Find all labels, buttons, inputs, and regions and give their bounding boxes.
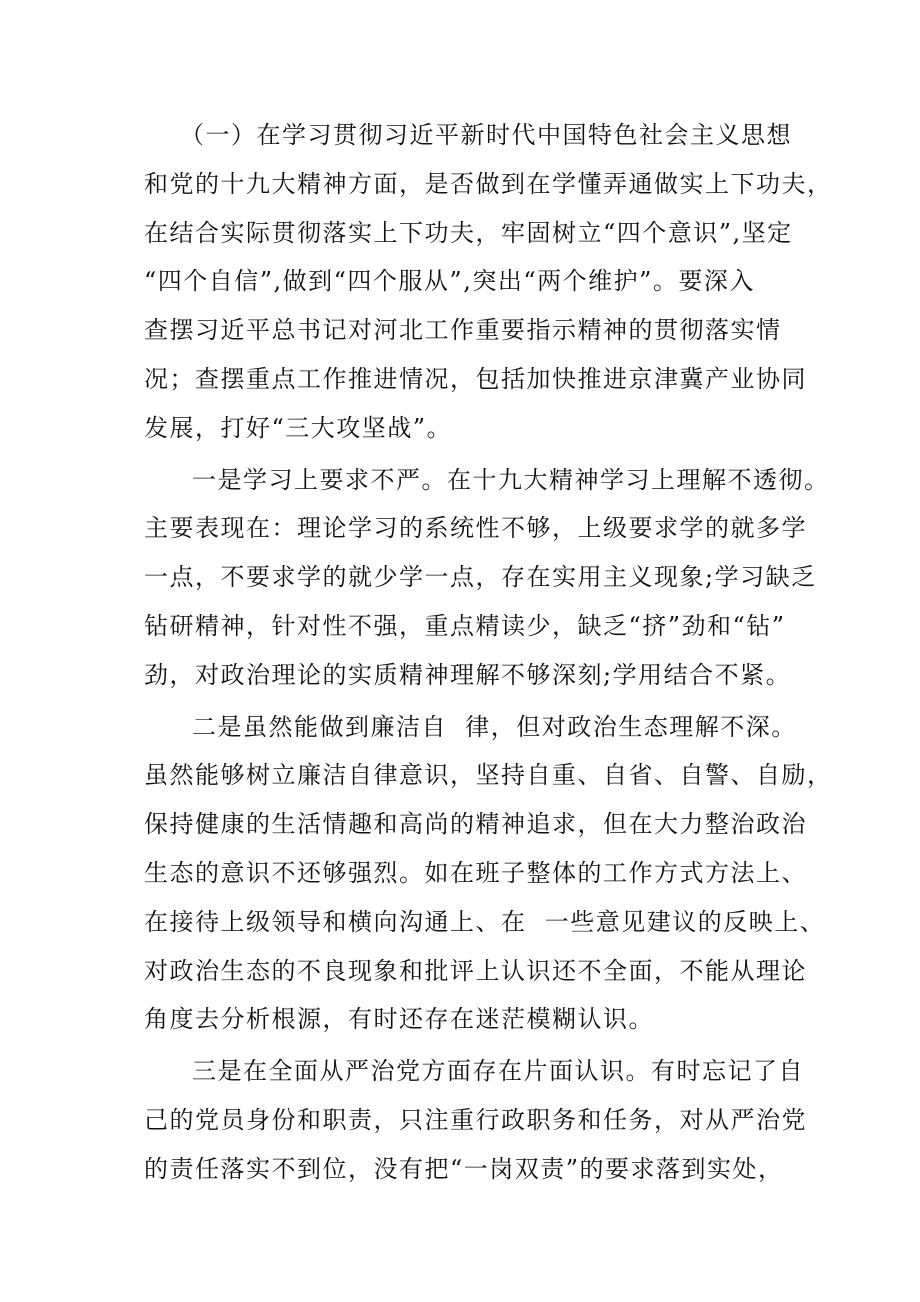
- paragraph-line: 主要表现在：理论学习的系统性不够，上级要求学的就多学: [144, 514, 807, 543]
- paragraph-4: [144, 1047, 807, 1193]
- paragraph-line: 三是在全面从严治党方面存在片面认识。有时忘记了自: [192, 1057, 804, 1086]
- paragraph-line: 虽然能够树立廉洁自律意识，坚持自重、自省、自警、自励，: [144, 761, 833, 790]
- paragraph-line: 二是虽然能做到廉洁自 律，但对政治生态理解不深。: [192, 712, 797, 741]
- paragraph-line: “四个自信”,做到“四个服从”,突出“两个维护”。要深入: [144, 267, 755, 296]
- paragraph-line: 己的党员身份和职责，只注重行政职务和任务，对从严治党: [144, 1105, 807, 1134]
- document-body: [144, 111, 833, 1194]
- paragraph-line: 发展，打好“三大攻坚战”。: [144, 413, 453, 442]
- paragraph-line: 一是学习上要求不严。在十九大精神学习上理解不透彻。: [192, 465, 830, 494]
- paragraph-line: 保持健康的生活情趣和高尚的精神追求，但在大力整治政治: [144, 810, 807, 839]
- paragraph-line: 和党的十九大精神方面，是否做到在学懂弄通做实上下功夫，: [144, 169, 833, 198]
- paragraph-line: 生态的意识不还够强烈。如在班子整体的工作方式方法上、: [144, 858, 807, 887]
- paragraph-line: 劲，对政治理论的实质精神理解不够深刻;学用结合不紧。: [144, 660, 792, 689]
- paragraph-line: 况；查摆重点工作推进情况，包括加快推进京津冀产业协同: [144, 364, 807, 393]
- paragraph-line: 角度去分析根源，有时还存在迷茫模糊认识。: [144, 1005, 654, 1034]
- paragraph-1: [144, 111, 833, 453]
- paragraph-2: [144, 456, 830, 700]
- paragraph-line: （一）在学习贯彻习近平新时代中国特色社会主义思想: [180, 121, 792, 149]
- paragraph-line: 一点，不要求学的就少学一点，存在实用主义现象;学习缺乏: [144, 563, 817, 592]
- paragraph-line: 的责任落实不到位，没有把“一岗双责”的要求落到实处，: [144, 1154, 784, 1183]
- paragraph-line: 钻研精神，针对性不强，重点精读少，缺乏“挤”劲和“钻”: [144, 611, 786, 640]
- paragraph-line: 在结合实际贯彻落实上下功夫，牢固树立“四个意识”,坚定: [144, 218, 793, 247]
- paragraph-line: 在接待上级领导和横向沟通上、在 一些意见建议的反映上、: [144, 907, 826, 936]
- paragraph-line: 对政治生态的不良现象和批评上认识还不全面，不能从理论: [144, 956, 807, 985]
- paragraph-3: [144, 703, 833, 1045]
- paragraph-line: 查摆习近平总书记对河北工作重要指示精神的贯彻落实情: [144, 316, 782, 345]
